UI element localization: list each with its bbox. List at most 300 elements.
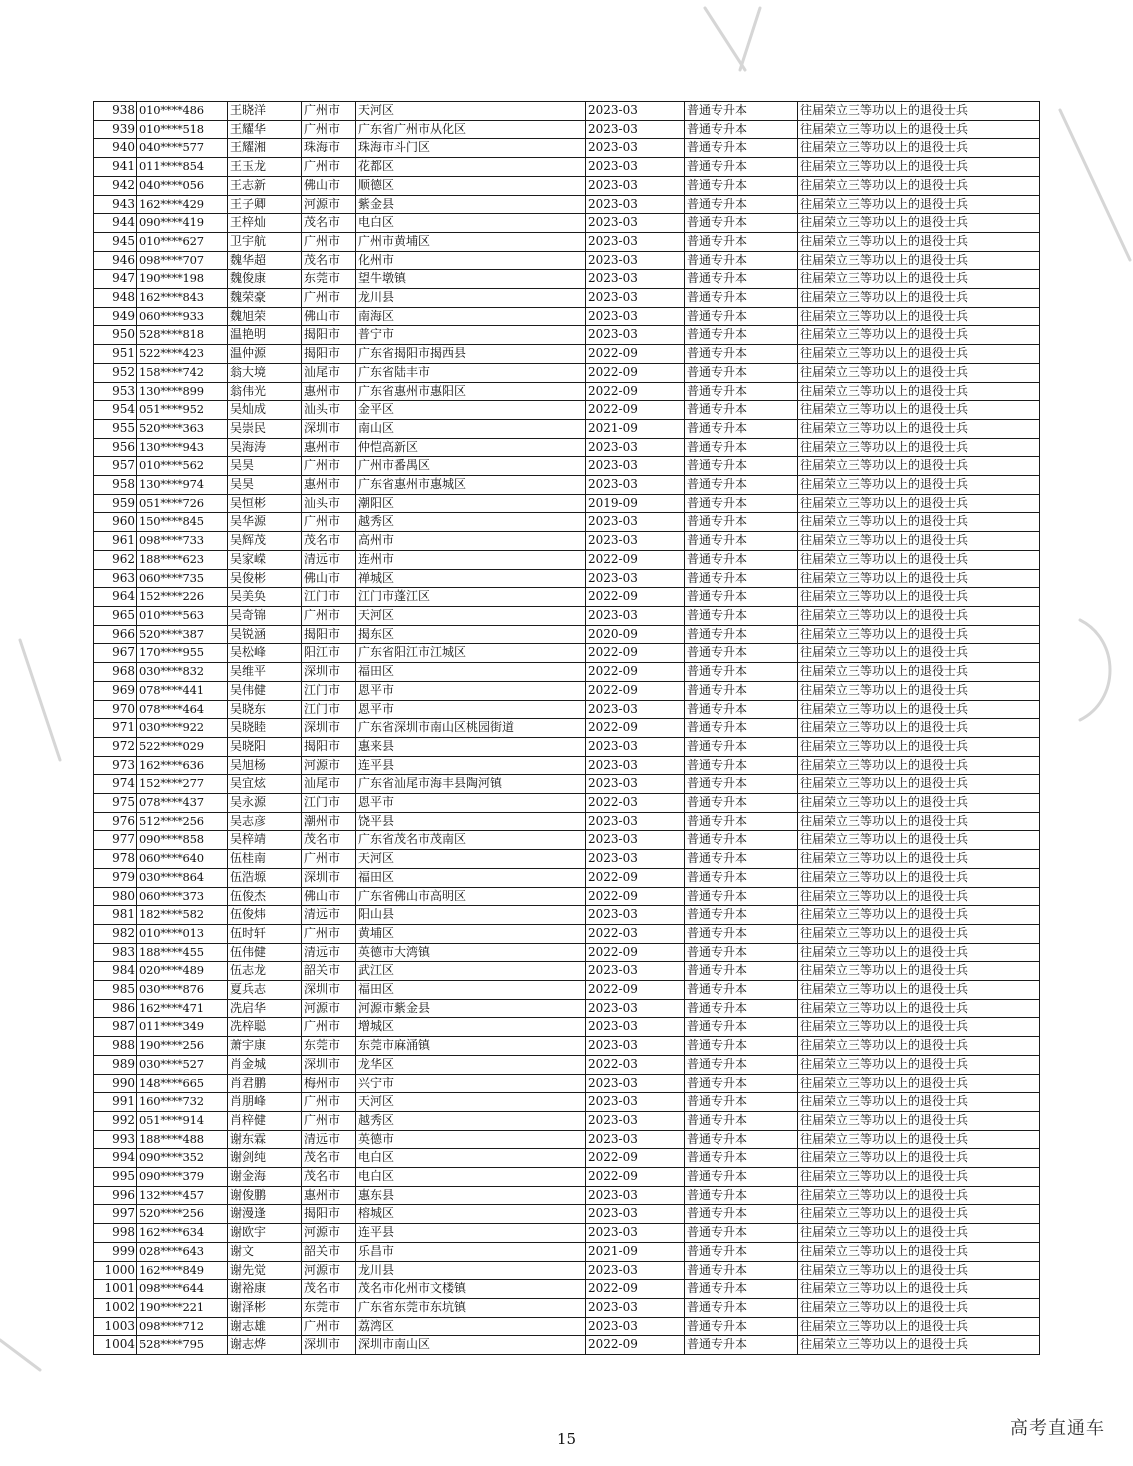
- category-cell: 往届荣立三等功以上的退役士兵: [798, 906, 1040, 925]
- table-row: [94, 1205, 1040, 1224]
- exam-type-cell: 普通专升本: [685, 1317, 798, 1336]
- city-cell: 汕尾市: [302, 775, 356, 794]
- row-number-cell: 985: [94, 981, 137, 1000]
- city-cell: 茂名市: [302, 214, 356, 233]
- name-cell: 王玉龙: [228, 158, 302, 177]
- district-cell: 恩平市: [356, 700, 586, 719]
- category-cell: 往届荣立三等功以上的退役士兵: [798, 569, 1040, 588]
- city-cell: 广州市: [302, 457, 356, 476]
- category-cell: 往届荣立三等功以上的退役士兵: [798, 1261, 1040, 1280]
- enroll-date-cell: 2023-03: [586, 1130, 685, 1149]
- city-cell: 汕头市: [302, 401, 356, 420]
- student-id-cell: 152****226: [137, 588, 228, 607]
- name-cell: 谢金海: [228, 1168, 302, 1187]
- exam-type-cell: 普通专升本: [685, 1093, 798, 1112]
- table-row: [94, 1299, 1040, 1318]
- exam-type-cell: 普通专升本: [685, 681, 798, 700]
- city-cell: 东莞市: [302, 1299, 356, 1318]
- name-cell: 吴晓睦: [228, 719, 302, 738]
- name-cell: 谢漫逢: [228, 1205, 302, 1224]
- student-id-cell: 162****429: [137, 195, 228, 214]
- student-id-cell: 060****640: [137, 850, 228, 869]
- enroll-date-cell: 2023-03: [586, 102, 685, 121]
- enroll-date-cell: 2023-03: [586, 775, 685, 794]
- district-cell: 广东省茂名市茂南区: [356, 831, 586, 850]
- name-cell: 魏俊康: [228, 270, 302, 289]
- student-id-cell: 051****726: [137, 494, 228, 513]
- name-cell: 吴家嵘: [228, 550, 302, 569]
- district-cell: 榕城区: [356, 1205, 586, 1224]
- enroll-date-cell: 2023-03: [586, 812, 685, 831]
- enroll-date-cell: 2022-03: [586, 1055, 685, 1074]
- city-cell: 佛山市: [302, 176, 356, 195]
- enroll-date-cell: 2023-03: [586, 569, 685, 588]
- city-cell: 广州市: [302, 513, 356, 532]
- student-id-cell: 130****899: [137, 382, 228, 401]
- enroll-date-cell: 2023-03: [586, 532, 685, 551]
- student-id-cell: 098****733: [137, 532, 228, 551]
- table-row: [94, 251, 1040, 270]
- enroll-date-cell: 2023-03: [586, 1186, 685, 1205]
- table-row: [94, 962, 1040, 981]
- category-cell: 往届荣立三等功以上的退役士兵: [798, 850, 1040, 869]
- student-id-cell: 190****221: [137, 1299, 228, 1318]
- student-id-cell: 528****818: [137, 326, 228, 345]
- student-id-cell: 182****582: [137, 906, 228, 925]
- enroll-date-cell: 2022-09: [586, 588, 685, 607]
- name-cell: 吴海涛: [228, 438, 302, 457]
- table-row: [94, 569, 1040, 588]
- district-cell: 越秀区: [356, 1111, 586, 1130]
- enroll-date-cell: 2022-09: [586, 1149, 685, 1168]
- category-cell: 往届荣立三等功以上的退役士兵: [798, 513, 1040, 532]
- exam-type-cell: 普通专升本: [685, 1280, 798, 1299]
- enroll-date-cell: 2023-03: [586, 606, 685, 625]
- district-cell: 广东省汕尾市海丰县陶河镇: [356, 775, 586, 794]
- name-cell: 王梓灿: [228, 214, 302, 233]
- name-cell: 吴辉茂: [228, 532, 302, 551]
- row-number-cell: 949: [94, 307, 137, 326]
- enroll-date-cell: 2022-03: [586, 924, 685, 943]
- district-cell: 南海区: [356, 307, 586, 326]
- category-cell: 往届荣立三等功以上的退役士兵: [798, 102, 1040, 121]
- page-number: 15: [556, 1430, 577, 1448]
- student-id-cell: 010****486: [137, 102, 228, 121]
- student-id-cell: 528****795: [137, 1336, 228, 1355]
- name-cell: 吴伟健: [228, 681, 302, 700]
- student-id-cell: 190****198: [137, 270, 228, 289]
- enroll-date-cell: 2022-09: [586, 401, 685, 420]
- category-cell: 往届荣立三等功以上的退役士兵: [798, 1037, 1040, 1056]
- category-cell: 往届荣立三等功以上的退役士兵: [798, 251, 1040, 270]
- category-cell: 往届荣立三等功以上的退役士兵: [798, 494, 1040, 513]
- category-cell: 往届荣立三等功以上的退役士兵: [798, 1130, 1040, 1149]
- row-number-cell: 948: [94, 289, 137, 308]
- city-cell: 清远市: [302, 550, 356, 569]
- name-cell: 吴恒彬: [228, 494, 302, 513]
- enroll-date-cell: 2023-03: [586, 289, 685, 308]
- city-cell: 惠州市: [302, 476, 356, 495]
- district-cell: 南山区: [356, 419, 586, 438]
- enroll-date-cell: 2023-03: [586, 251, 685, 270]
- name-cell: 卫宇航: [228, 232, 302, 251]
- city-cell: 广州市: [302, 232, 356, 251]
- district-cell: 广东省陆丰市: [356, 363, 586, 382]
- student-id-cell: 010****518: [137, 120, 228, 139]
- student-id-cell: 130****943: [137, 438, 228, 457]
- row-number-cell: 957: [94, 457, 137, 476]
- exam-type-cell: 普通专升本: [685, 1018, 798, 1037]
- district-cell: 江门市蓬江区: [356, 588, 586, 607]
- enroll-date-cell: 2023-03: [586, 270, 685, 289]
- exam-type-cell: 普通专升本: [685, 794, 798, 813]
- table-row: [94, 270, 1040, 289]
- enroll-date-cell: 2023-03: [586, 700, 685, 719]
- district-cell: 兴宁市: [356, 1074, 586, 1093]
- name-cell: 吴梓靖: [228, 831, 302, 850]
- name-cell: 王子卿: [228, 195, 302, 214]
- district-cell: 顺德区: [356, 176, 586, 195]
- table-row: [94, 887, 1040, 906]
- district-cell: 乐昌市: [356, 1242, 586, 1261]
- row-number-cell: 989: [94, 1055, 137, 1074]
- exam-type-cell: 普通专升本: [685, 1242, 798, 1261]
- student-id-cell: 090****858: [137, 831, 228, 850]
- row-number-cell: 1002: [94, 1299, 137, 1318]
- enroll-date-cell: 2022-09: [586, 1280, 685, 1299]
- category-cell: 往届荣立三等功以上的退役士兵: [798, 1317, 1040, 1336]
- category-cell: 往届荣立三等功以上的退役士兵: [798, 831, 1040, 850]
- table-row: [94, 102, 1040, 121]
- table-row: [94, 1242, 1040, 1261]
- name-cell: 谢志烨: [228, 1336, 302, 1355]
- name-cell: 谢先觉: [228, 1261, 302, 1280]
- city-cell: 河源市: [302, 756, 356, 775]
- student-id-cell: 011****854: [137, 158, 228, 177]
- name-cell: 吴灿成: [228, 401, 302, 420]
- city-cell: 茂名市: [302, 831, 356, 850]
- table-row: [94, 868, 1040, 887]
- enroll-date-cell: 2023-03: [586, 1299, 685, 1318]
- exam-type-cell: 普通专升本: [685, 1336, 798, 1355]
- row-number-cell: 984: [94, 962, 137, 981]
- table-row: [94, 831, 1040, 850]
- category-cell: 往届荣立三等功以上的退役士兵: [798, 962, 1040, 981]
- enroll-date-cell: 2023-03: [586, 195, 685, 214]
- name-cell: 王耀华: [228, 120, 302, 139]
- district-cell: 福田区: [356, 981, 586, 1000]
- student-id-cell: 090****419: [137, 214, 228, 233]
- student-id-cell: 060****735: [137, 569, 228, 588]
- district-cell: 紫金县: [356, 195, 586, 214]
- table-row: [94, 232, 1040, 251]
- student-id-cell: 078****441: [137, 681, 228, 700]
- category-cell: 往届荣立三等功以上的退役士兵: [798, 139, 1040, 158]
- exam-type-cell: 普通专升本: [685, 438, 798, 457]
- exam-type-cell: 普通专升本: [685, 513, 798, 532]
- enroll-date-cell: 2023-03: [586, 176, 685, 195]
- student-id-cell: 522****423: [137, 345, 228, 364]
- name-cell: 吴昊: [228, 476, 302, 495]
- category-cell: 往届荣立三等功以上的退役士兵: [798, 419, 1040, 438]
- enroll-date-cell: 2023-03: [586, 158, 685, 177]
- table-row: [94, 681, 1040, 700]
- category-cell: 往届荣立三等功以上的退役士兵: [798, 1299, 1040, 1318]
- exam-type-cell: 普通专升本: [685, 1224, 798, 1243]
- district-cell: 广州市番禺区: [356, 457, 586, 476]
- table-row: [94, 812, 1040, 831]
- enroll-date-cell: 2022-09: [586, 943, 685, 962]
- district-cell: 恩平市: [356, 681, 586, 700]
- student-id-cell: 130****974: [137, 476, 228, 495]
- name-cell: 伍桂南: [228, 850, 302, 869]
- district-cell: 珠海市斗门区: [356, 139, 586, 158]
- district-cell: 广东省惠州市惠阳区: [356, 382, 586, 401]
- row-number-cell: 963: [94, 569, 137, 588]
- enroll-date-cell: 2023-03: [586, 999, 685, 1018]
- student-id-cell: 030****832: [137, 663, 228, 682]
- city-cell: 深圳市: [302, 1336, 356, 1355]
- category-cell: 往届荣立三等功以上的退役士兵: [798, 887, 1040, 906]
- name-cell: 吴奇锦: [228, 606, 302, 625]
- row-number-cell: 960: [94, 513, 137, 532]
- district-cell: 仲恺高新区: [356, 438, 586, 457]
- exam-type-cell: 普通专升本: [685, 775, 798, 794]
- category-cell: 往届荣立三等功以上的退役士兵: [798, 1336, 1040, 1355]
- category-cell: 往届荣立三等功以上的退役士兵: [798, 1242, 1040, 1261]
- table-row: [94, 1130, 1040, 1149]
- student-id-cell: 162****471: [137, 999, 228, 1018]
- city-cell: 揭阳市: [302, 326, 356, 345]
- name-cell: 冼梓聪: [228, 1018, 302, 1037]
- enroll-date-cell: 2021-09: [586, 419, 685, 438]
- table-row: [94, 1018, 1040, 1037]
- table-row: [94, 1093, 1040, 1112]
- exam-type-cell: 普通专升本: [685, 1261, 798, 1280]
- city-cell: 江门市: [302, 681, 356, 700]
- name-cell: 王晓洋: [228, 102, 302, 121]
- enroll-date-cell: 2023-03: [586, 1224, 685, 1243]
- exam-type-cell: 普通专升本: [685, 102, 798, 121]
- category-cell: 往届荣立三等功以上的退役士兵: [798, 158, 1040, 177]
- exam-type-cell: 普通专升本: [685, 120, 798, 139]
- row-number-cell: 991: [94, 1093, 137, 1112]
- category-cell: 往届荣立三等功以上的退役士兵: [798, 644, 1040, 663]
- exam-type-cell: 普通专升本: [685, 850, 798, 869]
- student-id-cell: 158****742: [137, 363, 228, 382]
- row-number-cell: 997: [94, 1205, 137, 1224]
- row-number-cell: 1001: [94, 1280, 137, 1299]
- table-row: [94, 737, 1040, 756]
- city-cell: 汕尾市: [302, 363, 356, 382]
- name-cell: 肖金城: [228, 1055, 302, 1074]
- district-cell: 河源市紫金县: [356, 999, 586, 1018]
- exam-type-cell: 普通专升本: [685, 401, 798, 420]
- name-cell: 吴锐涵: [228, 625, 302, 644]
- city-cell: 江门市: [302, 794, 356, 813]
- exam-type-cell: 普通专升本: [685, 831, 798, 850]
- city-cell: 茂名市: [302, 251, 356, 270]
- student-id-cell: 030****864: [137, 868, 228, 887]
- district-cell: 潮阳区: [356, 494, 586, 513]
- district-cell: 揭东区: [356, 625, 586, 644]
- table-row: [94, 1336, 1040, 1355]
- table-row: [94, 214, 1040, 233]
- row-number-cell: 964: [94, 588, 137, 607]
- district-cell: 增城区: [356, 1018, 586, 1037]
- city-cell: 佛山市: [302, 307, 356, 326]
- district-cell: 龙华区: [356, 1055, 586, 1074]
- table-row: [94, 850, 1040, 869]
- student-id-cell: 520****363: [137, 419, 228, 438]
- city-cell: 广州市: [302, 158, 356, 177]
- name-cell: 魏旭荣: [228, 307, 302, 326]
- exam-type-cell: 普通专升本: [685, 606, 798, 625]
- row-number-cell: 956: [94, 438, 137, 457]
- exam-type-cell: 普通专升本: [685, 981, 798, 1000]
- city-cell: 广州市: [302, 1018, 356, 1037]
- enroll-date-cell: 2022-09: [586, 1336, 685, 1355]
- table-row: [94, 438, 1040, 457]
- exam-type-cell: 普通专升本: [685, 176, 798, 195]
- exam-type-cell: 普通专升本: [685, 1205, 798, 1224]
- row-number-cell: 996: [94, 1186, 137, 1205]
- student-id-cell: 098****712: [137, 1317, 228, 1336]
- table-row: [94, 644, 1040, 663]
- enroll-date-cell: 2023-03: [586, 326, 685, 345]
- enroll-date-cell: 2020-09: [586, 625, 685, 644]
- exam-type-cell: 普通专升本: [685, 382, 798, 401]
- enroll-date-cell: 2023-03: [586, 1037, 685, 1056]
- category-cell: 往届荣立三等功以上的退役士兵: [798, 550, 1040, 569]
- city-cell: 广州市: [302, 289, 356, 308]
- name-cell: 吴俊彬: [228, 569, 302, 588]
- name-cell: 魏华超: [228, 251, 302, 270]
- district-cell: 广东省东莞市东坑镇: [356, 1299, 586, 1318]
- table-row: [94, 176, 1040, 195]
- student-id-cell: 010****563: [137, 606, 228, 625]
- name-cell: 吴宜炫: [228, 775, 302, 794]
- category-cell: 往届荣立三等功以上的退役士兵: [798, 999, 1040, 1018]
- category-cell: 往届荣立三等功以上的退役士兵: [798, 1149, 1040, 1168]
- enroll-date-cell: 2023-03: [586, 139, 685, 158]
- student-id-cell: 090****379: [137, 1168, 228, 1187]
- category-cell: 往届荣立三等功以上的退役士兵: [798, 719, 1040, 738]
- city-cell: 揭阳市: [302, 625, 356, 644]
- table-row: [94, 775, 1040, 794]
- city-cell: 广州市: [302, 850, 356, 869]
- name-cell: 温仲源: [228, 345, 302, 364]
- row-number-cell: 942: [94, 176, 137, 195]
- exam-type-cell: 普通专升本: [685, 1055, 798, 1074]
- table-row: [94, 457, 1040, 476]
- table-row: [94, 906, 1040, 925]
- row-number-cell: 946: [94, 251, 137, 270]
- table-row: [94, 382, 1040, 401]
- enroll-date-cell: 2022-03: [586, 794, 685, 813]
- row-number-cell: 940: [94, 139, 137, 158]
- exam-type-cell: 普通专升本: [685, 270, 798, 289]
- district-cell: 天河区: [356, 850, 586, 869]
- name-cell: 王耀湘: [228, 139, 302, 158]
- name-cell: 魏荣豪: [228, 289, 302, 308]
- name-cell: 谢欧宇: [228, 1224, 302, 1243]
- exam-type-cell: 普通专升本: [685, 700, 798, 719]
- city-cell: 韶关市: [302, 962, 356, 981]
- row-number-cell: 977: [94, 831, 137, 850]
- enroll-date-cell: 2022-09: [586, 719, 685, 738]
- name-cell: 肖朋峰: [228, 1093, 302, 1112]
- name-cell: 谢泽彬: [228, 1299, 302, 1318]
- city-cell: 揭阳市: [302, 737, 356, 756]
- category-cell: 往届荣立三等功以上的退役士兵: [798, 176, 1040, 195]
- city-cell: 佛山市: [302, 569, 356, 588]
- name-cell: 翁大境: [228, 363, 302, 382]
- enroll-date-cell: 2023-03: [586, 906, 685, 925]
- student-id-cell: 030****527: [137, 1055, 228, 1074]
- row-number-cell: 981: [94, 906, 137, 925]
- city-cell: 河源市: [302, 1261, 356, 1280]
- city-cell: 阳江市: [302, 644, 356, 663]
- enroll-date-cell: 2023-03: [586, 756, 685, 775]
- district-cell: 望牛墩镇: [356, 270, 586, 289]
- enroll-date-cell: 2022-09: [586, 981, 685, 1000]
- district-cell: 惠东县: [356, 1186, 586, 1205]
- district-cell: 连平县: [356, 756, 586, 775]
- category-cell: 往届荣立三等功以上的退役士兵: [798, 663, 1040, 682]
- row-number-cell: 970: [94, 700, 137, 719]
- table-row: [94, 794, 1040, 813]
- row-number-cell: 1003: [94, 1317, 137, 1336]
- name-cell: 吴旭杨: [228, 756, 302, 775]
- table-row: [94, 1111, 1040, 1130]
- category-cell: 往届荣立三等功以上的退役士兵: [798, 681, 1040, 700]
- city-cell: 梅州市: [302, 1074, 356, 1093]
- enroll-date-cell: 2022-09: [586, 681, 685, 700]
- student-id-cell: 190****256: [137, 1037, 228, 1056]
- category-cell: 往届荣立三等功以上的退役士兵: [798, 1074, 1040, 1093]
- row-number-cell: 983: [94, 943, 137, 962]
- category-cell: 往届荣立三等功以上的退役士兵: [798, 794, 1040, 813]
- table-row: [94, 700, 1040, 719]
- table-row: [94, 158, 1040, 177]
- city-cell: 清远市: [302, 1130, 356, 1149]
- district-cell: 禅城区: [356, 569, 586, 588]
- enroll-date-cell: 2022-09: [586, 663, 685, 682]
- city-cell: 惠州市: [302, 438, 356, 457]
- category-cell: 往届荣立三等功以上的退役士兵: [798, 476, 1040, 495]
- enroll-date-cell: 2023-03: [586, 1317, 685, 1336]
- enroll-date-cell: 2019-09: [586, 494, 685, 513]
- category-cell: 往届荣立三等功以上的退役士兵: [798, 1224, 1040, 1243]
- exam-type-cell: 普通专升本: [685, 1037, 798, 1056]
- name-cell: 吴美奂: [228, 588, 302, 607]
- city-cell: 汕头市: [302, 494, 356, 513]
- exam-type-cell: 普通专升本: [685, 232, 798, 251]
- name-cell: 吴永源: [228, 794, 302, 813]
- table-row: [94, 1261, 1040, 1280]
- name-cell: 谢裕康: [228, 1280, 302, 1299]
- name-cell: 王志新: [228, 176, 302, 195]
- exam-type-cell: 普通专升本: [685, 962, 798, 981]
- table-row: [94, 195, 1040, 214]
- category-cell: 往届荣立三等功以上的退役士兵: [798, 812, 1040, 831]
- name-cell: 谢志雄: [228, 1317, 302, 1336]
- student-id-cell: 078****437: [137, 794, 228, 813]
- city-cell: 河源市: [302, 1224, 356, 1243]
- table-row: [94, 139, 1040, 158]
- student-id-cell: 160****732: [137, 1093, 228, 1112]
